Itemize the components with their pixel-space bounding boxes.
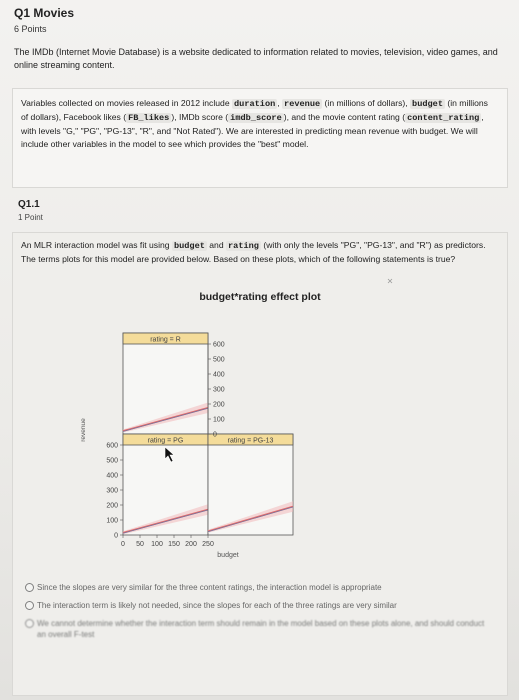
vars-text-3: (in millions of dollars), Facebook likes ( — [21, 98, 488, 122]
option-1[interactable] — [25, 582, 495, 593]
radio-button[interactable] — [25, 601, 34, 610]
subquestion-points: 1 Point — [18, 213, 43, 222]
y-tick-label-left: 400 — [106, 472, 118, 480]
y-tick-label-left: 100 — [106, 517, 118, 525]
var-imdb-score: imdb_score — [230, 113, 282, 123]
y-tick-label-right: 500 — [213, 356, 225, 364]
var-fb-likes: FB_likes — [128, 113, 170, 123]
y-tick-label-left: 0 — [114, 532, 118, 540]
panel-label: rating = R — [150, 336, 181, 344]
y-tick-label-left: 600 — [106, 442, 118, 450]
y-tick-label-left: 300 — [106, 487, 118, 495]
effect-plot-svg — [13, 273, 507, 573]
cursor-mark-icon — [388, 279, 392, 283]
x-tick-label: 150 — [168, 541, 180, 548]
y-tick-label-right: 400 — [213, 371, 225, 379]
answer-options — [25, 582, 495, 647]
radio-button[interactable] — [25, 619, 34, 628]
subquestion-prompt — [21, 239, 499, 265]
effect-plot — [13, 273, 507, 573]
y-tick-label-right: 300 — [213, 386, 225, 394]
vars-text-5: ), and the movie content rating ( — [283, 112, 406, 122]
prompt-var-budget: budget — [173, 241, 205, 251]
vars-text-4: ), IMDb score ( — [171, 112, 229, 122]
option-3[interactable] — [25, 618, 495, 640]
var-content-rating: content_rating — [407, 113, 480, 123]
y-tick-label-right: 200 — [213, 401, 225, 409]
y-tick-label-left: 200 — [106, 502, 118, 510]
y-tick-label-right: 100 — [213, 416, 225, 424]
prompt-text-1: An MLR interaction model was fit using — [21, 240, 172, 250]
question-points: 6 Points — [14, 24, 47, 34]
panel-label: rating = PG-13 — [227, 437, 274, 445]
x-tick-label: 100 — [151, 541, 163, 548]
var-budget: budget — [412, 99, 443, 109]
option-3-text: We cannot determine whether the interaction term should remain in the model based on these plots alone, and should conduct an overall F-test — [37, 619, 485, 639]
subquestion-card — [12, 232, 508, 696]
y-axis-label: revenue — [80, 418, 87, 442]
y-tick-label-right: 600 — [213, 341, 225, 349]
chart-title: budget*rating effect plot — [199, 291, 321, 303]
variables-card — [12, 88, 508, 188]
panel-label: rating = PG — [147, 437, 184, 445]
x-axis-label: budget — [217, 552, 239, 559]
var-duration: duration — [234, 99, 276, 109]
option-2-text: The interaction term is likely not needed, since the slopes for each of the three ratings are very similar — [37, 601, 397, 610]
question-title: Q1 Movies — [14, 6, 75, 20]
question-intro — [14, 46, 502, 72]
prompt-and: and — [206, 240, 227, 250]
prompt-text-2: (with only the levels "PG", "PG-13", and "R") as predictors. The terms plots for this model are provided below. Based on these plots, which of the following statements is true? — [21, 240, 486, 264]
var-revenue: revenue — [284, 99, 321, 109]
variables-text — [21, 97, 497, 151]
option-1-text: Since the slopes are very similar for the three content ratings, the interaction model is appropriate — [37, 583, 382, 592]
x-tick-label: 250 — [202, 541, 214, 548]
radio-button[interactable] — [25, 583, 34, 592]
y-tick-label-right: 0 — [213, 431, 217, 439]
vars-text-2: (in millions of dollars), — [322, 98, 411, 108]
vars-comma: , — [277, 98, 283, 108]
option-2[interactable] — [25, 600, 495, 611]
x-tick-label: 50 — [136, 541, 144, 548]
y-tick-label-left: 500 — [106, 457, 118, 465]
x-tick-label: 200 — [185, 541, 197, 548]
intro-text: The IMDb (Internet Movie Database) is a website dedicated to information related to movies, television, video games, and online streaming content. — [14, 47, 498, 70]
vars-text-6: , with levels "G," "PG", "PG-13", "R", and "Not Rated"). We are interested in predicting mean revenue with budget. We will include other variables in the model to see which provides the "best" model. — [21, 112, 484, 149]
subquestion-title: Q1.1 — [18, 199, 40, 210]
x-tick-label: 0 — [121, 541, 125, 548]
vars-text-1: Variables collected on movies released in 2012 include — [21, 98, 232, 108]
prompt-var-rating: rating — [228, 241, 259, 251]
